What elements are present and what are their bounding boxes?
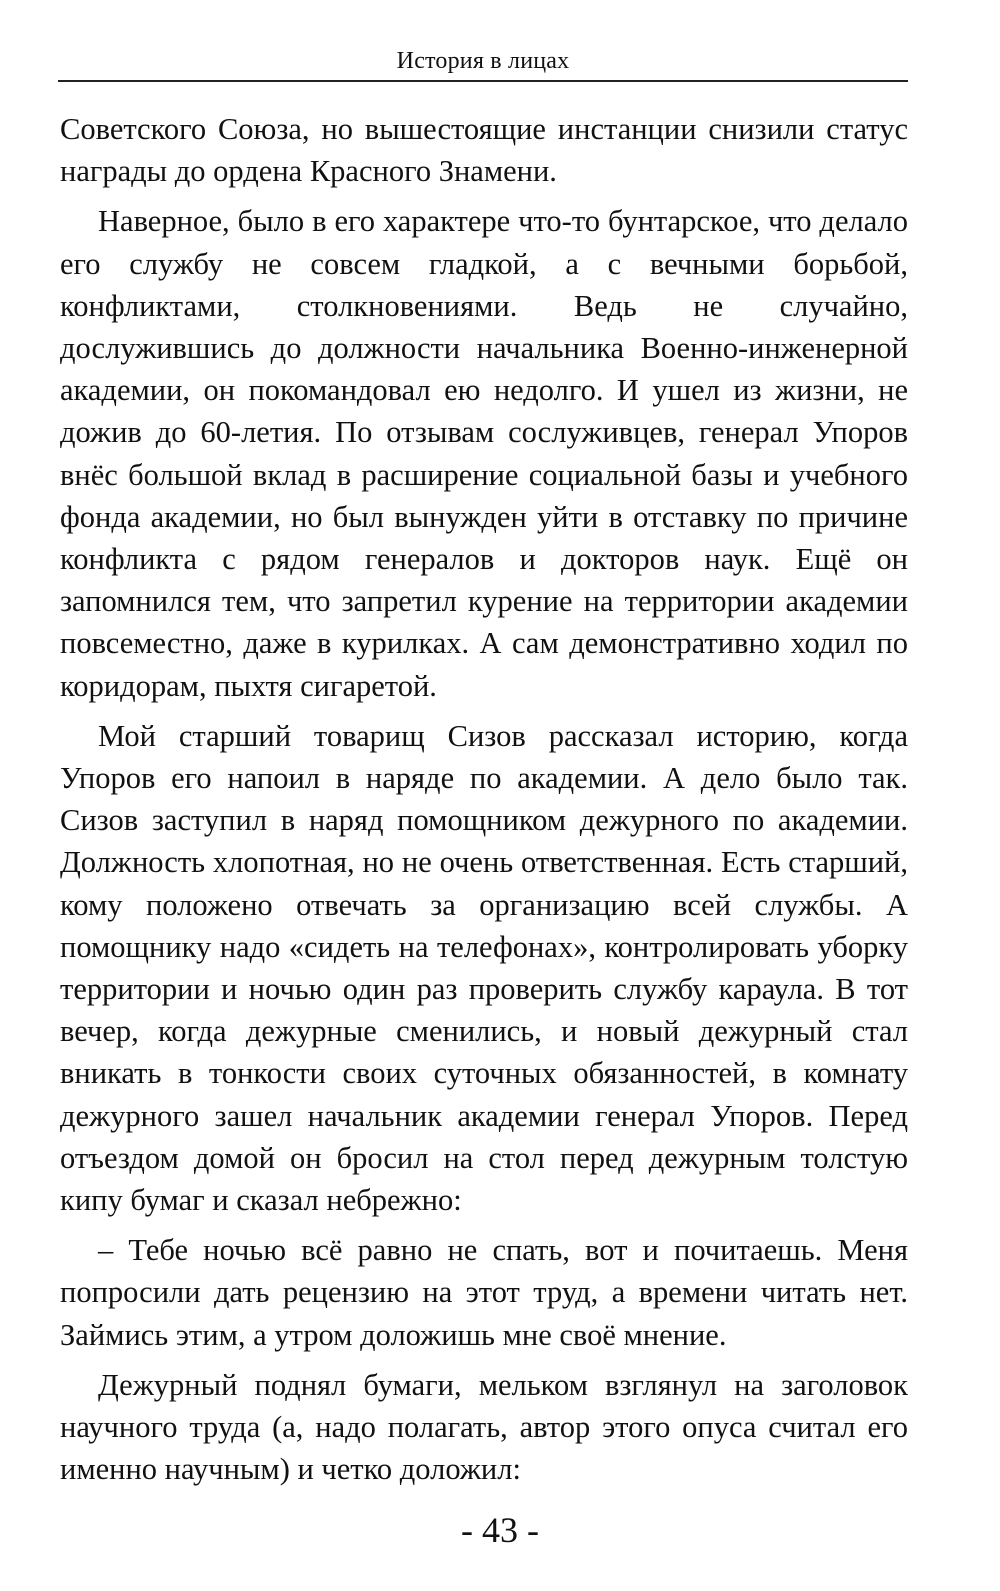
paragraph: Наверное, было в его характере что-то бунтарское, что делало его службу не совсем гладкой, а с вечными борьбой, конфликтами, столкновениями. Ведь не случайно, дослужившись до должности начальника Военно-инженерной академии, он покомандовал ею недолго. И ушел из жизни, не дожив до 60-летия. По отзывам сослуживцев, генерал Упоров внёс большой вклад в расширение социальной базы и учебного фонда академии, но был вынужден уйти в отставку по причине конфликта с рядом генералов и докторов наук. Ещё он запомнился тем, что запретил курение на территории академии повсеместно, даже в курилках. А сам демонстративно ходил по коридорам, пыхтя сигаретой. <box>60 204 908 703</box>
paragraph: Мой старший товарищ Сизов рассказал историю, когда Упоров его напоил в наряде по академии. А дело было так. Сизов заступил в наряд помощником дежурного по академии. Должность хлопотная, но не очень ответственная. Есть старший, кому положено отвечать за организацию всей службы. А помощнику надо «сидеть на телефонах», контролировать уборку территории и ночью один раз проверить службу караула. В тот вечер, когда дежурные сменились, и новый дежурный стал вникать в тонкости своих суточных обязанностей, в комнату дежурного зашел начальник академии генерал Упоров. Перед отъездом домой он бросил на стол перед дежурным толстую кипу бумаг и сказал небрежно: <box>60 718 908 1218</box>
page-number: - 43 - <box>461 1510 539 1550</box>
paragraph: Дежурный поднял бумаги, мельком взглянул на заголовок научного труда (а, надо полагать, автор этого опуса считал его именно научным) и четко доложил: <box>60 1367 908 1487</box>
running-header <box>58 44 908 82</box>
page-body <box>60 108 908 1499</box>
paragraph-continuation: Советского Союза, но вышестоящие инстанции снизили статус награды до ордена Красного Знамени. <box>60 112 908 189</box>
paragraph-dialogue: – Тебе ночью всё равно не спать, вот и почитаешь. Меня попросили дать рецензию на этот труд, а времени читать нет. Займись этим, а утром доложишь мне своё мнение. <box>60 1233 908 1352</box>
running-title: История в лицах <box>396 48 570 74</box>
